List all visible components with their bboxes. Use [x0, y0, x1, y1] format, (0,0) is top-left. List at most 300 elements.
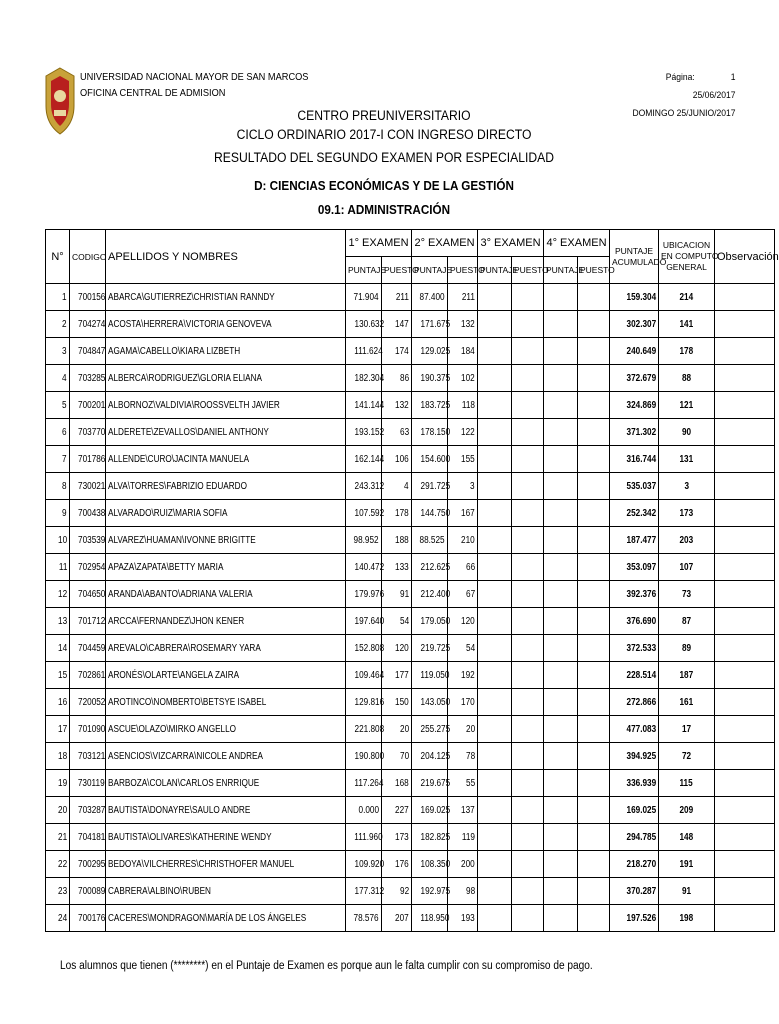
header-puesto-3: PUESTO — [512, 257, 544, 284]
row-puntaje-3 — [478, 392, 512, 419]
row-puesto-3 — [512, 635, 544, 662]
row-ubicacion — [659, 770, 715, 797]
row-ubicacion-text: 198 — [679, 912, 694, 924]
row-codigo-text: 701712 — [78, 615, 106, 627]
row-puesto-3 — [512, 473, 544, 500]
row-codigo — [70, 824, 106, 851]
row-puesto-4 — [578, 743, 610, 770]
row-puntaje-1 — [346, 500, 385, 527]
row-observacion — [715, 554, 775, 581]
row-codigo-text: 704847 — [78, 345, 106, 357]
table-row — [46, 419, 775, 446]
row-puesto-3 — [512, 446, 544, 473]
row-puntaje-3 — [478, 527, 512, 554]
header-ubicacion — [659, 230, 719, 284]
row-ubicacion — [659, 473, 715, 500]
row-puesto-1-text: 133 — [395, 561, 409, 573]
header-puntaje-3: PUNTAJE — [478, 257, 512, 284]
row-ubicacion-text: 148 — [679, 831, 694, 843]
row-ubicacion-text: 209 — [679, 804, 694, 816]
row-acumulado-text: 324.869 — [626, 399, 656, 411]
row-puesto-4 — [578, 581, 610, 608]
row-ubicacion-text: 3 — [684, 480, 689, 492]
row-acumulado-text: 372.533 — [626, 642, 656, 654]
office-name: OFICINA CENTRAL DE ADMISION — [80, 87, 226, 99]
row-puntaje-1 — [346, 338, 382, 365]
row-number — [46, 689, 70, 716]
row-observacion — [715, 446, 775, 473]
row-puesto-2 — [448, 905, 478, 932]
header-puesto-4: PUESTO — [578, 257, 610, 284]
row-puesto-4 — [578, 338, 610, 365]
row-acumulado-text: 316.744 — [626, 453, 656, 465]
row-number-text: 24 — [57, 912, 67, 924]
row-nombre-text: ALBORNOZ\VALDIVIA\ROOSSVELTH JAVIER — [108, 399, 280, 411]
row-puesto-2-text: 122 — [461, 426, 475, 438]
print-date: 25/06/2017 — [693, 90, 736, 101]
row-puesto-3 — [512, 905, 544, 932]
row-nombre-text: CACERES\MONDRAGON\MARÍA DE LOS ÁNGELES — [108, 912, 307, 924]
row-puesto-2-text: 102 — [461, 372, 475, 384]
row-puntaje-2-text: 182.825 — [420, 831, 451, 843]
row-observacion — [715, 905, 775, 932]
row-ubicacion-text: 203 — [679, 534, 694, 546]
header-exam3: 3° EXAMEN — [478, 230, 544, 257]
row-puntaje-1 — [346, 365, 385, 392]
row-ubicacion-text: 73 — [681, 588, 692, 600]
row-puntaje-1 — [346, 419, 385, 446]
row-puesto-4 — [578, 878, 610, 905]
row-codigo-text: 702954 — [78, 561, 106, 573]
row-puntaje-1-text: 179.976 — [354, 588, 385, 600]
row-puntaje-3 — [478, 716, 512, 743]
row-puntaje-1-text: 109.920 — [354, 858, 385, 870]
table-row — [46, 311, 775, 338]
row-puesto-1-text: 91 — [399, 588, 409, 600]
row-number — [46, 824, 70, 851]
area-title: D: CIENCIAS ECONÓMICAS Y DE LA GESTIÓN — [254, 178, 514, 193]
row-puesto-2 — [448, 581, 478, 608]
row-nombre — [106, 824, 346, 851]
row-number — [46, 743, 70, 770]
row-puesto-2 — [448, 311, 478, 338]
row-puntaje-2 — [412, 446, 451, 473]
row-ubicacion-text: 91 — [681, 885, 692, 897]
row-codigo — [70, 662, 106, 689]
row-puesto-2 — [448, 419, 478, 446]
row-codigo — [70, 500, 106, 527]
row-acumulado — [610, 311, 659, 338]
row-puesto-1 — [382, 878, 412, 905]
table-row — [46, 743, 775, 770]
row-puesto-2-text: 55 — [465, 777, 475, 789]
row-puntaje-4 — [544, 581, 578, 608]
row-puntaje-3 — [478, 635, 512, 662]
row-observacion — [715, 284, 775, 311]
row-puesto-2-text: 210 — [461, 534, 475, 546]
row-puntaje-2 — [412, 500, 451, 527]
row-puesto-2 — [448, 500, 478, 527]
row-puntaje-2-text: 154.600 — [420, 453, 451, 465]
row-ubicacion — [659, 554, 715, 581]
row-number — [46, 446, 70, 473]
row-puesto-1-text: 150 — [395, 696, 409, 708]
row-observacion — [715, 770, 775, 797]
row-puesto-1 — [382, 284, 412, 311]
row-puntaje-2-text: 171.675 — [420, 318, 451, 330]
row-puesto-2 — [448, 635, 478, 662]
row-ubicacion — [659, 662, 715, 689]
row-acumulado-text: 228.514 — [626, 669, 656, 681]
row-codigo-text: 730119 — [77, 777, 105, 789]
row-number-text: 18 — [57, 750, 67, 762]
row-puntaje-2-text: 212.400 — [420, 588, 451, 600]
row-acumulado — [610, 446, 659, 473]
row-codigo — [70, 878, 106, 905]
row-puesto-1 — [382, 770, 412, 797]
header-puntaje-1: PUNTAJE — [346, 257, 382, 284]
row-puntaje-2 — [412, 554, 451, 581]
row-puesto-4 — [578, 905, 610, 932]
row-number — [46, 662, 70, 689]
row-acumulado-text: 218.270 — [626, 858, 656, 870]
row-codigo — [70, 635, 106, 662]
row-acumulado-text: 187.477 — [626, 534, 656, 546]
row-nombre — [106, 365, 346, 392]
row-puesto-4 — [578, 797, 610, 824]
row-ubicacion — [659, 851, 715, 878]
row-ubicacion-text: 187 — [679, 669, 694, 681]
row-puntaje-2-text: 178.150 — [420, 426, 451, 438]
row-codigo — [70, 905, 106, 932]
row-acumulado-text: 370.287 — [626, 885, 656, 897]
row-puesto-4 — [578, 473, 610, 500]
row-codigo-text: 703285 — [78, 372, 106, 384]
row-acumulado-text: 376.690 — [626, 615, 656, 627]
row-puntaje-2-text: 87.400 — [419, 291, 445, 303]
row-puesto-2-text: 170 — [461, 696, 475, 708]
row-puesto-1-text: 176 — [395, 858, 409, 870]
row-observacion — [715, 878, 775, 905]
row-puesto-2-text: 20 — [465, 723, 475, 735]
row-puntaje-3 — [478, 311, 512, 338]
row-puesto-1 — [382, 554, 412, 581]
row-puntaje-3 — [478, 797, 512, 824]
row-number — [46, 392, 70, 419]
row-acumulado-text: 336.939 — [626, 777, 656, 789]
table-row — [46, 797, 775, 824]
row-puntaje-2 — [412, 851, 451, 878]
row-puesto-1-text: 92 — [399, 885, 409, 897]
row-ubicacion-text: 107 — [679, 561, 694, 573]
table-row — [46, 365, 775, 392]
row-acumulado-text: 169.025 — [626, 804, 656, 816]
row-codigo-text: 704459 — [78, 642, 106, 654]
row-ubicacion — [659, 338, 715, 365]
row-ubicacion-text: 72 — [681, 750, 692, 762]
row-puesto-3 — [512, 743, 544, 770]
header-ubicacion-2: EN COMPUTO — [661, 251, 719, 261]
row-number-text: 4 — [62, 372, 67, 384]
university-name: UNIVERSIDAD NACIONAL MAYOR DE SAN MARCOS — [80, 71, 309, 83]
row-puntaje-2-text: 129.025 — [420, 345, 451, 357]
row-puesto-1 — [382, 392, 412, 419]
row-codigo — [70, 689, 106, 716]
row-number-text: 6 — [62, 426, 67, 438]
row-acumulado-text: 372.679 — [626, 372, 656, 384]
row-puntaje-1-text: 78.576 — [353, 912, 379, 924]
row-observacion — [715, 311, 775, 338]
row-puntaje-1 — [346, 392, 385, 419]
row-puesto-2-text: 167 — [461, 507, 475, 519]
university-seal-icon — [44, 66, 76, 136]
row-puesto-4 — [578, 824, 610, 851]
header-n: N° — [46, 230, 70, 284]
row-codigo — [70, 554, 106, 581]
row-puesto-2-text: 119 — [461, 831, 475, 843]
row-puesto-1 — [382, 608, 412, 635]
row-puesto-2-text: 66 — [465, 561, 475, 573]
row-observacion — [715, 824, 775, 851]
row-puntaje-1 — [346, 851, 385, 878]
row-puesto-1-text: 177 — [395, 669, 409, 681]
row-codigo — [70, 581, 106, 608]
results-table — [45, 229, 779, 932]
row-puesto-1-text: 63 — [399, 426, 409, 438]
row-puesto-2 — [448, 716, 478, 743]
row-observacion — [715, 581, 775, 608]
row-puntaje-4 — [544, 635, 578, 662]
row-codigo — [70, 419, 106, 446]
row-acumulado — [610, 851, 659, 878]
title-line-1: CENTRO PREUNIVERSITARIO — [297, 108, 471, 123]
row-puesto-2-text: 98 — [465, 885, 475, 897]
row-acumulado-text: 252.342 — [626, 507, 656, 519]
row-puntaje-1-text: 162.144 — [354, 453, 385, 465]
row-codigo — [70, 311, 106, 338]
row-puesto-1 — [382, 311, 412, 338]
row-puntaje-4 — [544, 419, 578, 446]
row-puntaje-2 — [412, 770, 451, 797]
row-ubicacion — [659, 365, 715, 392]
row-puntaje-1-text: 111.960 — [354, 831, 383, 843]
header-acumulado — [610, 230, 667, 284]
table-row — [46, 338, 775, 365]
row-codigo-text: 704650 — [78, 588, 106, 600]
row-puesto-1-text: 178 — [395, 507, 409, 519]
row-puntaje-3 — [478, 905, 512, 932]
row-codigo-text: 700438 — [78, 507, 106, 519]
row-puesto-2-text: 78 — [465, 750, 475, 762]
row-acumulado — [610, 608, 659, 635]
header-puntaje-4: PUNTAJE — [544, 257, 578, 284]
row-nombre — [106, 284, 346, 311]
row-puesto-1-text: 106 — [395, 453, 409, 465]
row-ubicacion — [659, 446, 715, 473]
row-puntaje-4 — [544, 311, 578, 338]
row-nombre — [106, 338, 346, 365]
row-nombre-text: ACOSTA\HERRERA\VICTORIA GENOVEVA — [108, 318, 272, 330]
row-puesto-1-text: 20 — [399, 723, 409, 735]
row-codigo-text: 703121 — [78, 750, 106, 762]
row-puntaje-2-text: 144.750 — [420, 507, 451, 519]
row-puesto-1 — [382, 662, 412, 689]
table-row — [46, 554, 775, 581]
row-puesto-1-text: 70 — [399, 750, 409, 762]
header-puesto-2: PUESTO — [448, 257, 478, 284]
row-puesto-2-text: 155 — [461, 453, 475, 465]
row-puntaje-2 — [412, 338, 451, 365]
row-puntaje-2 — [412, 284, 448, 311]
row-codigo — [70, 392, 106, 419]
row-puntaje-1 — [346, 878, 385, 905]
row-acumulado — [610, 527, 659, 554]
row-ubicacion-text: 161 — [679, 696, 694, 708]
row-acumulado — [610, 473, 659, 500]
row-puntaje-2-text: 169.025 — [420, 804, 451, 816]
row-acumulado-text: 353.097 — [626, 561, 656, 573]
row-acumulado-text: 477.083 — [626, 723, 656, 735]
row-puntaje-2 — [412, 311, 451, 338]
row-puntaje-3 — [478, 419, 512, 446]
row-acumulado — [610, 716, 659, 743]
row-puntaje-4 — [544, 770, 578, 797]
row-puesto-1 — [382, 581, 412, 608]
row-puesto-1-text: 227 — [395, 804, 409, 816]
table-row — [46, 878, 775, 905]
row-puesto-4 — [578, 419, 610, 446]
row-puesto-2-text: 137 — [461, 804, 475, 816]
row-puntaje-1-text: 221.808 — [354, 723, 385, 735]
row-number-text: 2 — [62, 318, 67, 330]
row-puntaje-2-text: 255.275 — [420, 723, 451, 735]
row-acumulado-text: 294.785 — [626, 831, 656, 843]
row-puntaje-1 — [346, 797, 382, 824]
row-puesto-1-text: 174 — [395, 345, 409, 357]
row-acumulado — [610, 797, 659, 824]
row-puntaje-4 — [544, 824, 578, 851]
row-puesto-1-text: 168 — [395, 777, 409, 789]
row-ubicacion — [659, 419, 715, 446]
row-number-text: 7 — [62, 453, 67, 465]
row-puntaje-1 — [346, 473, 385, 500]
row-nombre-text: AGAMA\CABELLO\KIARA LIZBETH — [108, 345, 241, 357]
row-puesto-3 — [512, 770, 544, 797]
row-puesto-3 — [512, 392, 544, 419]
table-row — [46, 824, 775, 851]
table-row — [46, 770, 775, 797]
row-puntaje-2-text: 108.350 — [420, 858, 451, 870]
row-puesto-4 — [578, 527, 610, 554]
row-puesto-3 — [512, 824, 544, 851]
row-number — [46, 905, 70, 932]
row-puntaje-2 — [412, 824, 451, 851]
row-codigo — [70, 797, 106, 824]
row-number-text: 21 — [57, 831, 67, 843]
row-puesto-1 — [382, 338, 412, 365]
row-nombre — [106, 716, 346, 743]
table-row — [46, 581, 775, 608]
row-nombre-text: APAZA\ZAPATA\BETTY MARIA — [108, 561, 224, 573]
row-puntaje-2-text: 118.950 — [420, 912, 450, 924]
row-ubicacion — [659, 797, 715, 824]
row-codigo-text: 703539 — [78, 534, 106, 546]
row-acumulado — [610, 905, 659, 932]
row-codigo — [70, 743, 106, 770]
row-nombre-text: BEDOYA\VILCHERRES\CHRISTHOFER MANUEL — [108, 858, 295, 870]
row-nombre — [106, 581, 346, 608]
row-nombre — [106, 392, 346, 419]
row-puntaje-4 — [544, 608, 578, 635]
row-puesto-2 — [448, 851, 478, 878]
row-puntaje-1 — [346, 905, 382, 932]
row-number — [46, 797, 70, 824]
row-nombre — [106, 500, 346, 527]
row-puntaje-1-text: 117.264 — [354, 777, 384, 789]
row-puesto-2-text: 118 — [461, 399, 475, 411]
row-puesto-2 — [448, 824, 478, 851]
row-puesto-2 — [448, 527, 478, 554]
row-codigo — [70, 716, 106, 743]
row-puntaje-3 — [478, 500, 512, 527]
row-number — [46, 419, 70, 446]
row-puesto-1-text: 211 — [395, 291, 409, 303]
row-ubicacion — [659, 581, 715, 608]
row-puntaje-2-text: 219.725 — [420, 642, 451, 654]
row-puntaje-4 — [544, 743, 578, 770]
row-puntaje-4 — [544, 446, 578, 473]
row-codigo-text: 730021 — [78, 480, 106, 492]
row-puesto-1 — [382, 851, 412, 878]
row-number — [46, 500, 70, 527]
row-nombre — [106, 527, 346, 554]
row-puntaje-2 — [412, 878, 451, 905]
row-ubicacion — [659, 689, 715, 716]
row-puntaje-1 — [346, 554, 385, 581]
header-acumulado-2: ACUMULADO — [612, 256, 667, 267]
payment-note: Los alumnos que tienen (********) en el Puntaje de Examen es porque aun le falta cumplir con su compromiso de pago. — [60, 960, 593, 972]
row-puntaje-1 — [346, 743, 385, 770]
row-acumulado-text: 197.526 — [626, 912, 656, 924]
row-puntaje-2 — [412, 662, 448, 689]
row-puntaje-1 — [346, 608, 385, 635]
row-puesto-2 — [448, 365, 478, 392]
row-puntaje-3 — [478, 608, 512, 635]
row-puesto-3 — [512, 878, 544, 905]
row-codigo-text: 700156 — [78, 291, 106, 303]
row-number-text: 23 — [57, 885, 67, 897]
row-puntaje-2-text: 190.375 — [420, 372, 451, 384]
row-puntaje-4 — [544, 284, 578, 311]
row-puesto-4 — [578, 716, 610, 743]
row-number-text: 1 — [62, 291, 67, 303]
title-line-3: RESULTADO DEL SEGUNDO EXAMEN POR ESPECIALIDAD — [213, 150, 555, 165]
row-ubicacion-text: 141 — [679, 318, 694, 330]
row-puntaje-2 — [412, 473, 451, 500]
row-puntaje-1-text: 190.800 — [354, 750, 385, 762]
row-codigo — [70, 851, 106, 878]
row-acumulado — [610, 284, 659, 311]
row-puesto-2-text: 193 — [461, 912, 475, 924]
row-nombre — [106, 851, 346, 878]
row-puntaje-2 — [412, 716, 451, 743]
row-puntaje-3 — [478, 473, 512, 500]
row-nombre-text: BARBOZA\COLAN\CARLOS ENRRIQUE — [108, 777, 260, 789]
row-number-text: 13 — [57, 615, 67, 627]
row-codigo-text: 704274 — [78, 318, 106, 330]
row-ubicacion — [659, 527, 715, 554]
row-ubicacion — [659, 743, 715, 770]
